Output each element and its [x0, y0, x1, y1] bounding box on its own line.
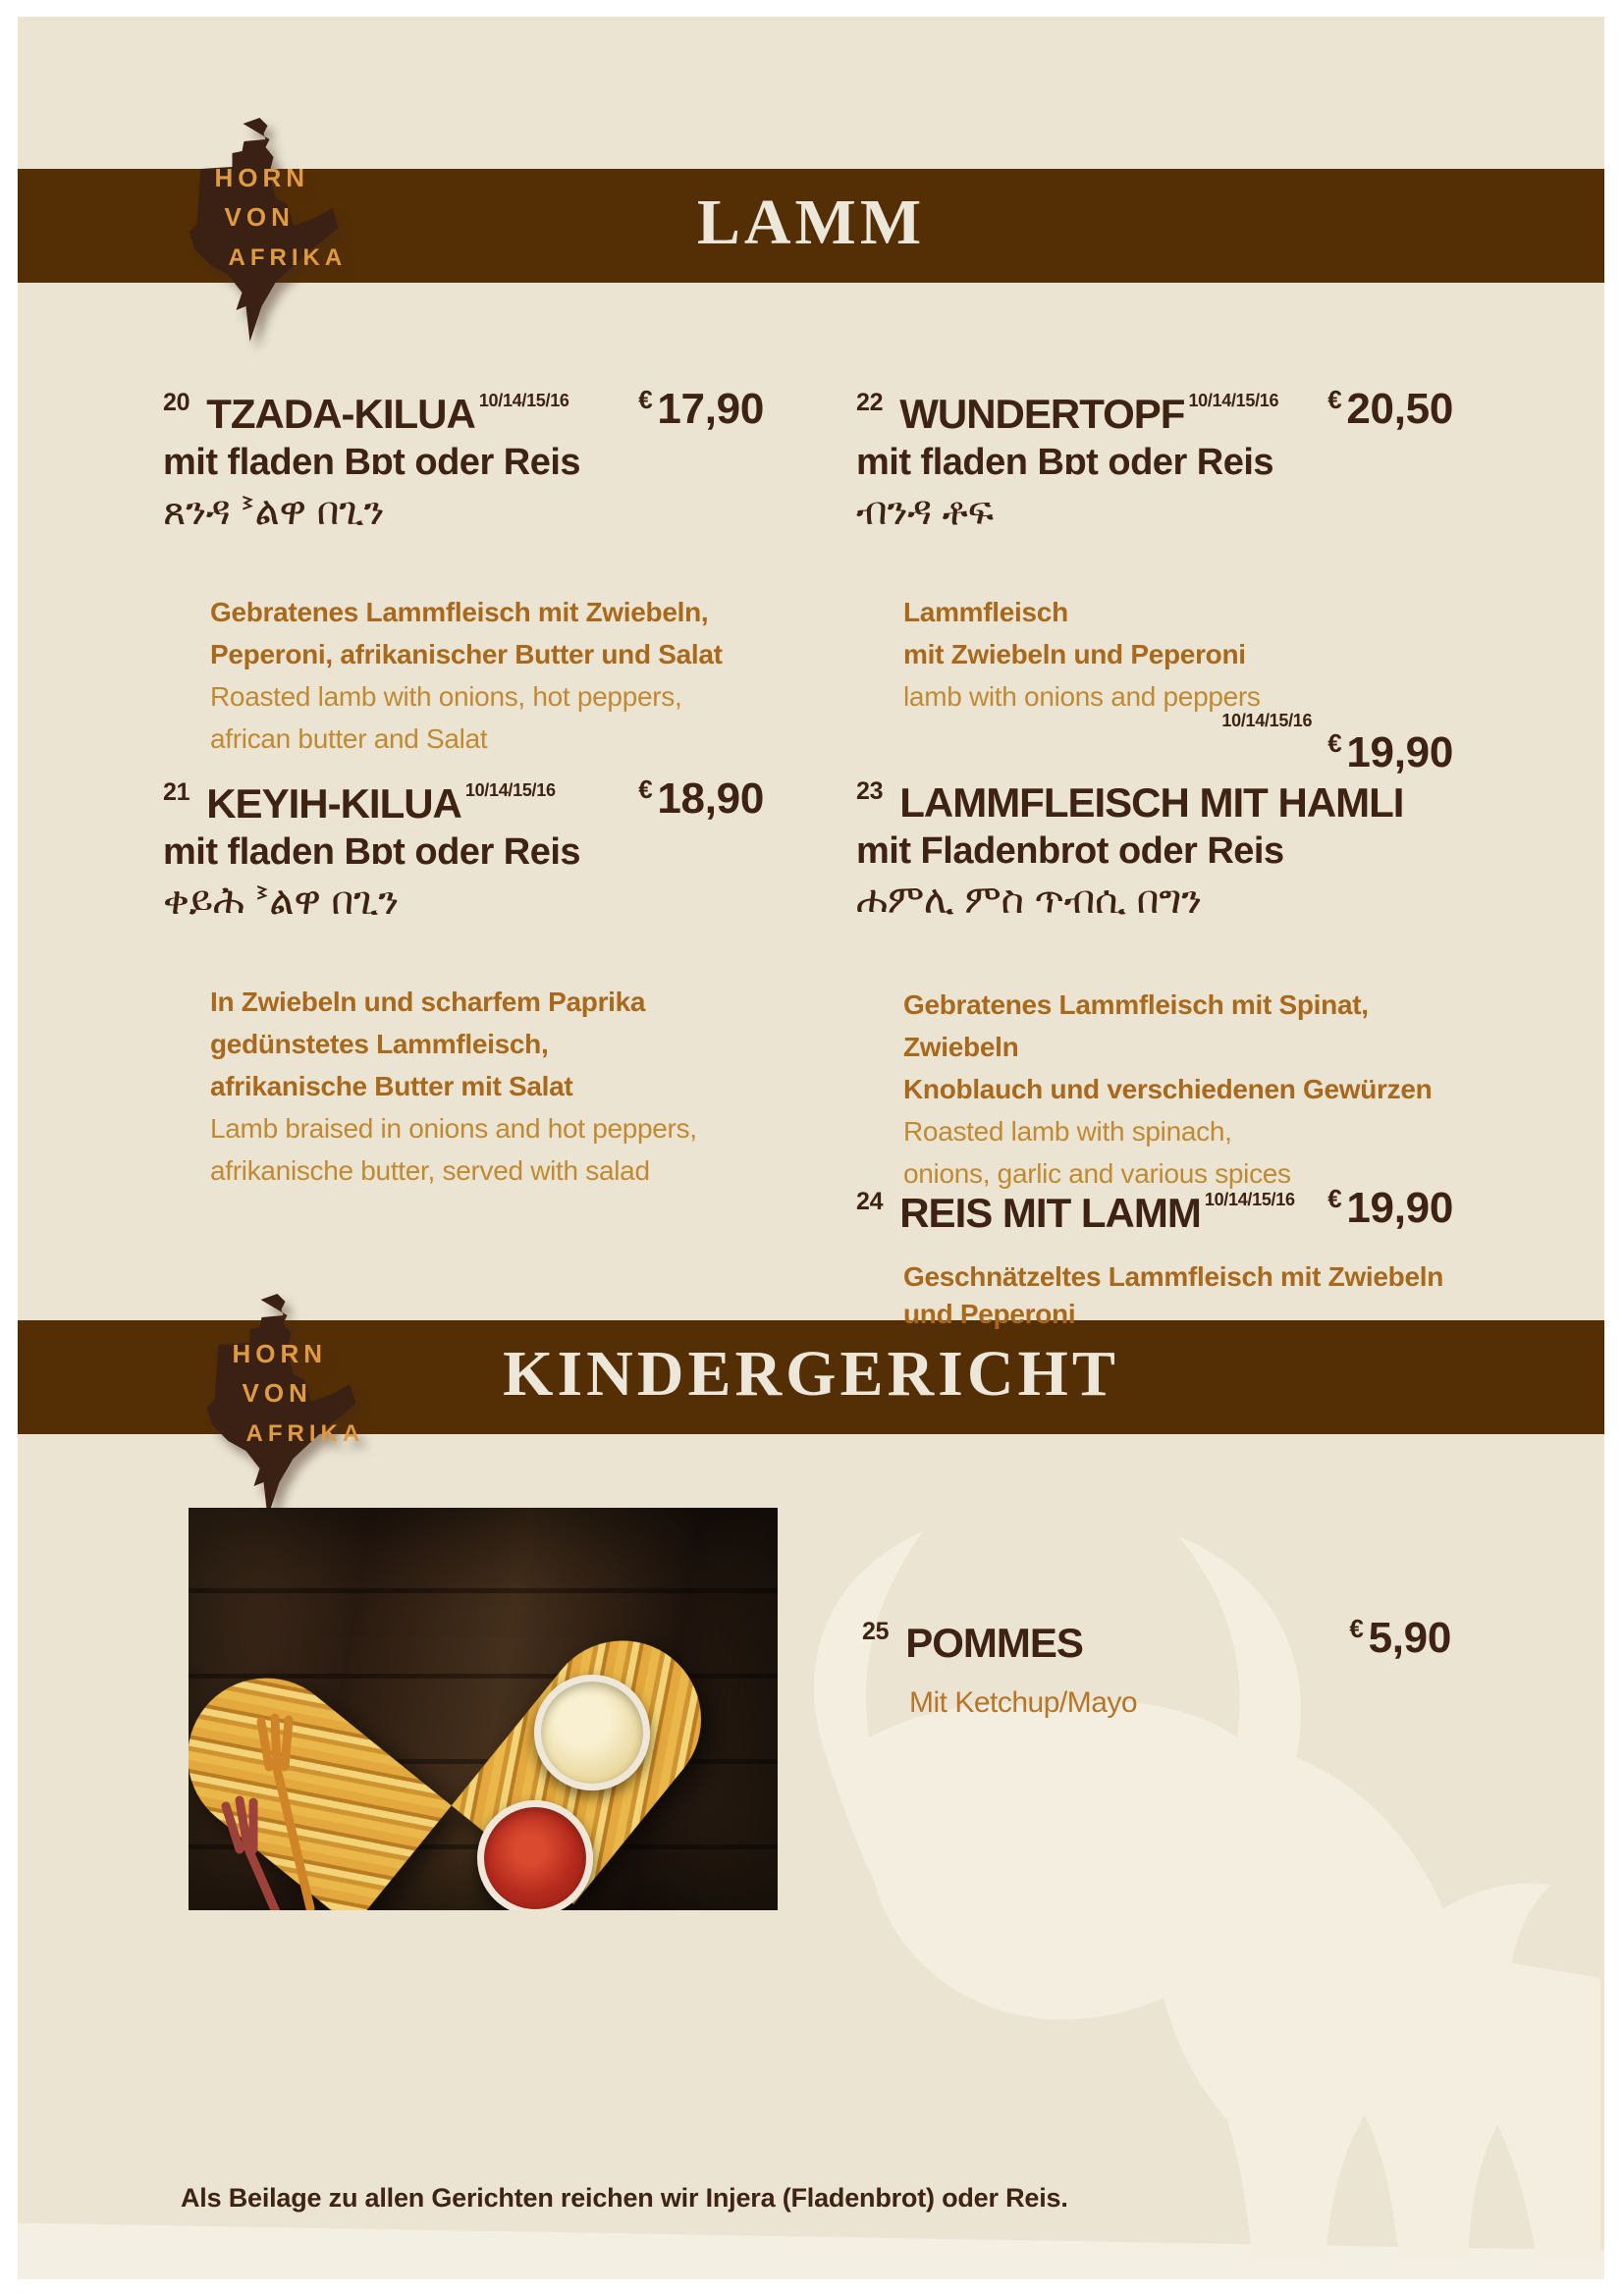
item-tigrinya: ጸንዳ ᕑልዋ በጊን: [163, 490, 385, 533]
euro-sign: €: [638, 385, 653, 414]
logo-word-afrika: AFRIKA: [228, 244, 348, 271]
item-title-row: [856, 1184, 1453, 1237]
forks-icon: [216, 1712, 373, 1910]
price-value: 20,50: [1346, 385, 1453, 433]
item-description: [903, 1258, 1453, 1333]
menu-item-21-keyih-kilua: [163, 774, 764, 1192]
euro-sign: €: [1327, 385, 1342, 414]
menu-item-23-lammfleisch-mit-hamli: [856, 711, 1453, 1195]
description-line-en: onions, garlic and various spices: [903, 1158, 1291, 1189]
item-description: [210, 591, 764, 760]
euro-sign: €: [638, 774, 653, 804]
item-title-row: [862, 1614, 1451, 1667]
section-title-kindergericht: KINDERGERICHT: [503, 1337, 1119, 1410]
menu-item-25-pommes: [862, 1614, 1451, 1720]
item-description: [210, 981, 764, 1192]
item-subtitle: Mit Ketchup/Mayo: [909, 1686, 1138, 1719]
price-value: 19,90: [1346, 1184, 1453, 1232]
item-number: 21: [163, 778, 190, 806]
item-price: [1327, 1184, 1453, 1233]
additive-refs: 10/14/15/16: [1221, 711, 1313, 730]
additive-refs: 10/14/15/16: [464, 780, 556, 800]
euro-sign: €: [1327, 728, 1342, 758]
mayo-dip-bowl: [534, 1675, 650, 1790]
description-line-en: african butter and Salat: [210, 723, 488, 754]
description-line-de: mit Zwiebeln und Peperoni: [903, 639, 1246, 669]
description-line-de: gedünstetes Lammfleisch,: [210, 1029, 549, 1059]
item-subtitle: mit Fladenbrot oder Reis: [856, 830, 1284, 872]
description-line-en: Lamb braised in onions and hot peppers,: [210, 1113, 697, 1144]
item-title-row: [856, 385, 1453, 438]
additive-refs: 10/14/15/16: [1204, 1190, 1295, 1209]
item-price: [1349, 1614, 1451, 1663]
item-title: REIS MIT LAMM: [899, 1190, 1201, 1236]
footer-note: Als Beilage zu allen Gerichten reichen wir Injera (Fladenbrot) oder Reis.: [181, 2183, 1068, 2213]
item-title: KEYIH-KILUA: [206, 780, 461, 827]
item-number: 23: [856, 777, 884, 805]
item-title: TZADA-KILUA: [206, 391, 475, 437]
description-line-de: Gebratenes Lammfleisch mit Zwiebeln,: [210, 597, 709, 627]
description-line-de: In Zwiebeln und scharfem Paprika: [210, 987, 646, 1017]
item-subtitle: mit fladen Bɒt oder Reis: [856, 442, 1274, 483]
item-title: LAMMFLEISCH MIT HAMLI: [899, 779, 1404, 826]
price-value: 18,90: [657, 774, 764, 823]
description-line-de: Geschnätzeltes Lammfleisch mit Zwiebeln: [903, 1261, 1444, 1292]
description-line-de: afrikanische Butter mit Salat: [210, 1071, 573, 1101]
svg-text:HORN: HORN: [232, 1339, 328, 1368]
description-line-de: Knoblauch und verschiedenen Gewürzen: [903, 1074, 1433, 1104]
item-title: POMMES: [905, 1620, 1083, 1666]
logo-word-von: VON: [224, 202, 295, 232]
additive-refs: 10/14/15/16: [1188, 391, 1279, 410]
item-number: 25: [862, 1618, 890, 1645]
description-line-en: lamb with onions and peppers: [903, 681, 1261, 712]
item-price: [638, 385, 764, 434]
svg-text:VON: VON: [242, 1378, 312, 1408]
item-subtitle: mit fladen Bɒt oder Reis: [163, 442, 581, 483]
description-line-en: Roasted lamb with spinach,: [903, 1116, 1232, 1147]
item-price-row: [856, 711, 1453, 779]
horn-von-afrika-logo: [167, 118, 368, 346]
svg-text:AFRIKA: AFRIKA: [245, 1420, 365, 1447]
menu-item-24-reis-mit-lamm: [856, 1184, 1453, 1333]
item-tigrinya: ሐምሊ ምስ ጥብሲ በግን: [856, 879, 1202, 922]
price-value: 5,90: [1368, 1614, 1451, 1662]
additive-refs: 10/14/15/16: [478, 391, 569, 410]
price-value: 17,90: [657, 385, 764, 433]
description-line-de: und Peperoni: [903, 1299, 1076, 1329]
item-number: 24: [856, 1188, 884, 1215]
description-line-de: Gebratenes Lammfleisch mit Spinat, Zwiebeln: [903, 989, 1369, 1062]
ketchup-dip-bowl: [477, 1800, 593, 1910]
euro-sign: €: [1327, 1184, 1342, 1213]
item-price: [638, 774, 764, 824]
logo-word-horn: HORN: [214, 163, 310, 192]
pommes-photo: [189, 1508, 778, 1910]
price-value: 19,90: [1346, 728, 1453, 776]
description-line-de: Peperoni, afrikanischer Butter und Salat: [210, 639, 723, 669]
description-line-de: Lammfleisch: [903, 597, 1068, 627]
horn-von-afrika-logo: [185, 1294, 386, 1522]
item-title: WUNDERTOPF: [899, 391, 1185, 437]
item-subtitle: mit fladen Bɒt oder Reis: [163, 831, 581, 873]
item-description: [903, 591, 1453, 718]
item-tigrinya: ቀይሕ ᕑልዋ በጊን: [163, 880, 399, 923]
description-line-en: Roasted lamb with onions, hot peppers,: [210, 681, 682, 712]
item-description: [903, 984, 1453, 1195]
item-title-row: [163, 385, 764, 438]
menu-item-20-tzada-kilua: [163, 385, 764, 760]
description-line-en: afrikanische butter, served with salad: [210, 1155, 650, 1186]
item-title-row: [163, 774, 764, 828]
item-title-row: [856, 779, 1453, 827]
item-price: [1327, 385, 1453, 434]
section-title-lamm: LAMM: [696, 186, 926, 258]
item-number: 20: [163, 389, 190, 416]
menu-item-22-wundertopf: [856, 385, 1453, 718]
item-tigrinya: ብንዳ ቶፍ: [856, 490, 994, 533]
euro-sign: €: [1349, 1614, 1364, 1643]
item-number: 22: [856, 389, 884, 416]
